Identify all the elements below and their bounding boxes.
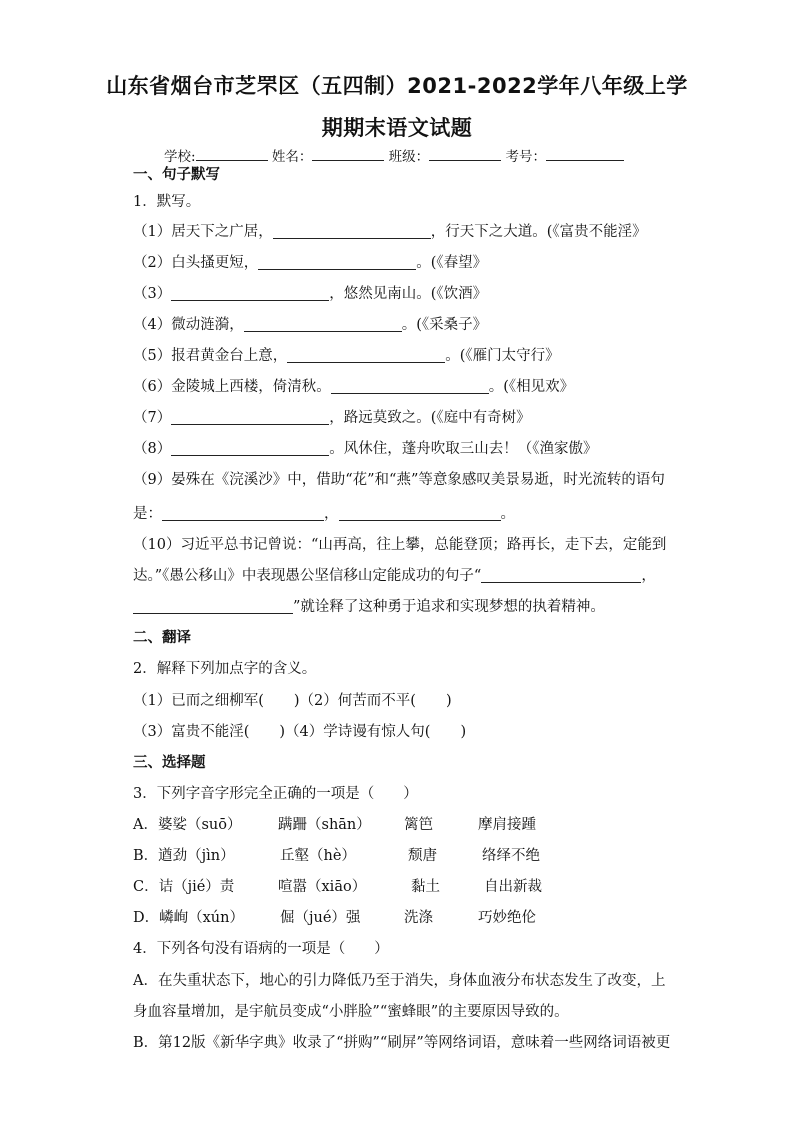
dictation-item-2: （2）白头搔更短， 。(《春望》	[133, 255, 488, 271]
exam-number-label: 考号：	[505, 149, 546, 165]
answer-blank[interactable]	[273, 223, 431, 239]
dictation-item-9-line1: （9）晏殊在《浣溪沙》中，借助“花”和“燕”等意象感叹美景易逝，时光流转的语句	[133, 472, 665, 488]
name-blank[interactable]	[312, 147, 384, 161]
exam-number-blank[interactable]	[546, 147, 624, 161]
answer-blank[interactable]	[287, 347, 445, 363]
name-label: 姓名：	[271, 149, 313, 165]
dictation-item-4: （4）微动涟漪， 。(《采桑子》	[133, 317, 488, 333]
option-c-word2: 喧嚣（xiāo）	[278, 879, 367, 895]
question2-stem: 2．解释下列加点字的含义。	[133, 661, 317, 677]
answer-blank[interactable]	[133, 598, 293, 614]
option-d-word2: 倔（jué）强	[280, 910, 361, 926]
school-blank[interactable]	[196, 147, 268, 161]
answer-blank[interactable]	[244, 316, 402, 332]
exam-title-line1: 山东省烟台市芝罘区（五四制）2021-2022学年八年级上学	[106, 74, 688, 98]
answer-blank[interactable]	[258, 254, 416, 270]
question4-stem: 4．下列各句没有语病的一项是（ ）	[133, 941, 389, 957]
option-a-word4: 摩肩接踵	[478, 817, 536, 833]
answer-blank[interactable]	[171, 440, 329, 456]
dictation-item-10-line3: ”就诠释了这种勇于追求和实现梦想的执着精神。	[133, 597, 605, 617]
option-b-word3: 颓唐	[408, 848, 437, 864]
option-d-word3: 洗涤	[404, 910, 433, 926]
dictation-item-5: （5）报君黄金台上意， 。(《雁门太守行》	[133, 348, 560, 364]
section2-heading: 二、翻译	[133, 630, 191, 646]
option-b-word2: 丘壑（hè）	[280, 848, 356, 864]
translation-row-1: （1）已而之细柳军( )（2）何苦而不平( )	[133, 693, 452, 709]
question3-stem: 3．下列字音字形完全正确的一项是（ ）	[133, 786, 418, 802]
class-blank[interactable]	[429, 147, 501, 161]
dictation-item-10-line1: （10）习近平总书记曾说：“山再高，往上攀，总能登顶；路再长，走下去，定能到	[133, 537, 667, 553]
option-c-word4: 自出新裁	[484, 879, 542, 895]
option-d[interactable]: D．嶙峋（xún）	[133, 910, 244, 926]
option-c-word3: 黏土	[411, 879, 440, 895]
question4-option-a-line2: 身血容量增加，是宇航员变成“小胖脸”“蜜蜂眼”的主要原因导致的。	[133, 1004, 569, 1020]
question4-option-b-line1[interactable]: B．第12版《新华字典》收录了“拼购”“刷屏”等网络词语，意味着一些网络词语被更	[133, 1035, 671, 1051]
section3-heading: 三、选择题	[133, 755, 206, 771]
option-d-word4: 巧妙绝伦	[478, 910, 536, 926]
option-a-word2: 蹒跚（shān）	[278, 817, 371, 833]
option-a[interactable]: A．婆娑（suō）	[133, 817, 242, 833]
dictation-item-7: （7） ，路远莫致之。(《庭中有奇树》	[133, 410, 531, 426]
answer-blank[interactable]	[331, 378, 489, 394]
student-info-row	[164, 145, 624, 165]
question4-option-a-line1[interactable]: A．在失重状态下，地心的引力降低乃至于消失，身体血液分布状态发生了改变，上	[133, 973, 666, 989]
dictation-item-1: （1）居天下之广居， ，行天下之大道。(《富贵不能淫》	[133, 224, 647, 240]
answer-blank[interactable]	[171, 285, 329, 301]
section1-heading: 一、句子默写	[133, 167, 220, 183]
dictation-item-10-line2: 达。”《愚公移山》中表现愚公坚信移山定能成功的句子“ ，	[133, 568, 656, 584]
dictation-item-6: （6）金陵城上西楼，倚清秋。 。(《相见欢》	[133, 379, 575, 395]
translation-row-2: （3）富贵不能淫( )（4）学诗谩有惊人句( )	[133, 724, 467, 740]
dictation-item-8: （8） 。风休住，蓬舟吹取三山去！（《渔家傲》	[133, 441, 598, 457]
option-a-word3: 篱笆	[404, 817, 433, 833]
answer-blank[interactable]	[481, 567, 641, 583]
school-label: 学校:	[164, 149, 196, 165]
answer-blank[interactable]	[171, 409, 329, 425]
answer-blank[interactable]	[162, 505, 324, 521]
dictation-item-3: （3） ，悠然见南山。(《饮酒》	[133, 286, 488, 302]
dictation-item-9-line2: 是： ， 。	[133, 506, 515, 522]
exam-title-line2: 期期末语文试题	[321, 116, 473, 140]
option-b-word4: 络绎不绝	[482, 848, 540, 864]
option-b[interactable]: B．遒劲（jìn）	[133, 848, 235, 864]
answer-blank[interactable]	[339, 505, 501, 521]
class-label: 班级：	[388, 149, 430, 165]
question1-stem: 1．默写。	[133, 194, 201, 210]
option-c[interactable]: C．诘（jié）责	[133, 879, 235, 895]
